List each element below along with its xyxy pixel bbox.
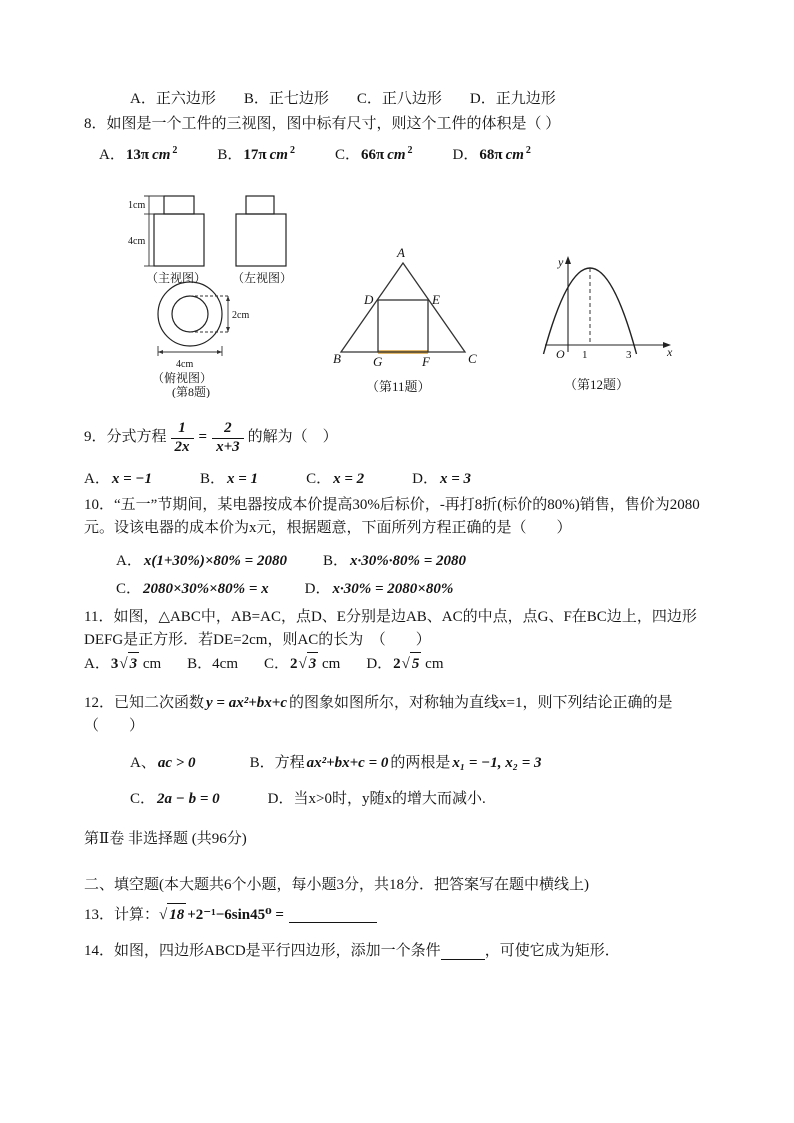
dim-label-4cm-height: 4cm	[128, 236, 146, 247]
answer-blank	[289, 907, 377, 923]
label-origin: O	[556, 347, 565, 361]
top-view-caption: （俯视图）	[152, 371, 213, 385]
front-view-caption: （主视图）	[146, 271, 207, 285]
option-a: A、 ac > 0	[130, 755, 196, 771]
tick-1: 1	[582, 349, 588, 361]
side-view-caption: （左视图）	[232, 271, 293, 285]
question-12-options-row-1	[130, 752, 544, 775]
option-c: C．2√ 3 cm	[264, 652, 340, 676]
top-view-inner-dimension	[190, 296, 230, 332]
stem-text: 9．分式方程	[84, 429, 167, 446]
figure-11-caption: （第11题）	[366, 379, 431, 394]
stem-text: 的解为（ ）	[247, 429, 338, 446]
figure-parabola	[540, 252, 675, 392]
figure-12-caption: （第12题）	[564, 377, 630, 392]
top-view	[158, 282, 222, 346]
stem-text: 13．计算：	[84, 906, 160, 923]
numerator: 1	[178, 420, 186, 437]
axes	[545, 261, 667, 352]
y-axis-arrow	[565, 256, 571, 264]
label-f: F	[422, 354, 430, 369]
option-a: A． x = −1	[84, 471, 152, 487]
radical-sign: √	[119, 656, 128, 672]
radical-sign: √	[298, 656, 307, 672]
equals-sign: =	[198, 429, 208, 446]
option-d: D．正九边形	[469, 91, 556, 107]
option-d: D．2√ 5 cm	[366, 652, 443, 676]
fraction-left	[171, 420, 194, 456]
option-b: B．17π cm $^2$	[217, 145, 295, 163]
question-10-stem: 10．“五一”节期间，某电器按成本价提高30%后标价，-再打8折(标价的80%)销售，售价为2080元。设该电器的成本价为x元，根据题意，下面所列方程正确的是（ ）	[84, 497, 700, 537]
stem-text: ，可使它成为矩形．	[484, 943, 620, 959]
denominator: x+3	[212, 438, 244, 456]
option-d: D． x = 3	[412, 471, 472, 487]
denominator: 2x	[171, 438, 194, 456]
expression-rest: +2⁻¹−6sin45⁰ =	[187, 906, 284, 923]
option-a: A．13π cm $^2$	[99, 145, 178, 163]
option-c: C．正八边形	[356, 91, 442, 107]
figure-three-views	[128, 186, 318, 398]
label-e: E	[432, 292, 440, 307]
option-b: B．正七边形	[243, 91, 329, 107]
option-b: B． x·30%·80% = 2080	[322, 553, 467, 569]
option-a: A．3√ 3 cm	[84, 652, 161, 676]
option-b: B． x = 1	[199, 471, 259, 487]
option-c: C．66π cm $^2$	[334, 145, 413, 163]
stem-text: 12．已知二次函数	[84, 695, 205, 711]
top-view-outer-dimension	[158, 346, 222, 356]
option-a: A． x(1+30%)×80% = 2080	[116, 553, 287, 569]
dim-label-1cm: 1cm	[128, 200, 146, 211]
sqrt-18: √ 18	[159, 903, 186, 927]
label-y: y	[558, 255, 564, 269]
dim-label-2cm: 2cm	[232, 310, 250, 321]
question-13	[84, 903, 377, 927]
option-d: D．68π cm $^2$	[452, 145, 531, 163]
option-c: C． x = 2	[306, 471, 365, 487]
option-a: A．正六边形	[130, 91, 216, 107]
question-11-stem: 11．如图，△ABC中，AB=AC，点D、E分别是边AB、AC的中点，点G、F在BC边上，四边形DEFG是正方形．若DE=2cm，则AC的长为 （ ）	[84, 609, 697, 649]
numerator: 2	[224, 420, 232, 437]
label-c: C	[468, 351, 477, 366]
front-view	[154, 196, 204, 266]
radical-sign: √	[159, 907, 168, 923]
option-b: B．4cm	[187, 656, 238, 672]
label-d: D	[364, 292, 374, 307]
question-10-options-row-1	[116, 550, 468, 573]
question-7-options	[130, 88, 556, 111]
question-8-options	[99, 143, 531, 167]
question-9-stem	[84, 415, 338, 461]
fill-in-section-intro: 二、填空题(本大题共6个小题，每小题3分，共18分．把答案写在题中横线上)	[84, 877, 589, 893]
figure-triangle-square	[333, 243, 483, 403]
question-12-stem	[84, 692, 718, 739]
stem-text: 的图象如图所尔，对称轴为直线x=1，则下列结论正确的是（ ）	[84, 695, 673, 735]
question-10-options-row-2	[116, 578, 455, 601]
fraction-right	[212, 420, 244, 456]
section-2-title: 第Ⅱ卷 非选择题 (共96分)	[84, 831, 247, 847]
label-x: x	[667, 345, 673, 359]
side-view	[236, 196, 286, 266]
option-d: D． x·30% = 2080×80%	[304, 581, 454, 597]
radical-sign: √	[401, 656, 410, 672]
question-11-options	[84, 652, 443, 676]
quadratic-expression: y = ax²+bx+c	[206, 695, 287, 711]
question-9-options	[84, 468, 473, 491]
triangle-abc	[341, 263, 465, 352]
figure-8-caption: (第8题)	[172, 385, 210, 398]
option-d: D．当x>0时，y随x的增大而减小.	[267, 791, 486, 807]
dim-label-4cm-diameter: 4cm	[176, 359, 194, 370]
option-b: B．方程 ax²+bx+c = 0 的两根是 x₁ = −1, x₂ = 3	[249, 755, 542, 771]
tick-3: 3	[626, 349, 632, 361]
question-12-options-row-2	[130, 788, 486, 811]
option-c: C． 2a − b = 0	[130, 791, 220, 807]
question-8-stem: 8．如图是一个工件的三视图，图中标有尺寸，则这个工件的体积是（ ）	[84, 116, 561, 132]
stem-text: 14．如图，四边形ABCD是平行四边形，添加一个条件	[84, 943, 441, 959]
option-c: C． 2080×30%×80% = x	[116, 581, 269, 597]
question-14	[84, 940, 620, 963]
label-a: A	[397, 245, 405, 260]
square-defg	[378, 300, 428, 352]
label-g: G	[373, 354, 383, 369]
answer-blank	[441, 944, 485, 960]
label-b: B	[333, 351, 341, 366]
